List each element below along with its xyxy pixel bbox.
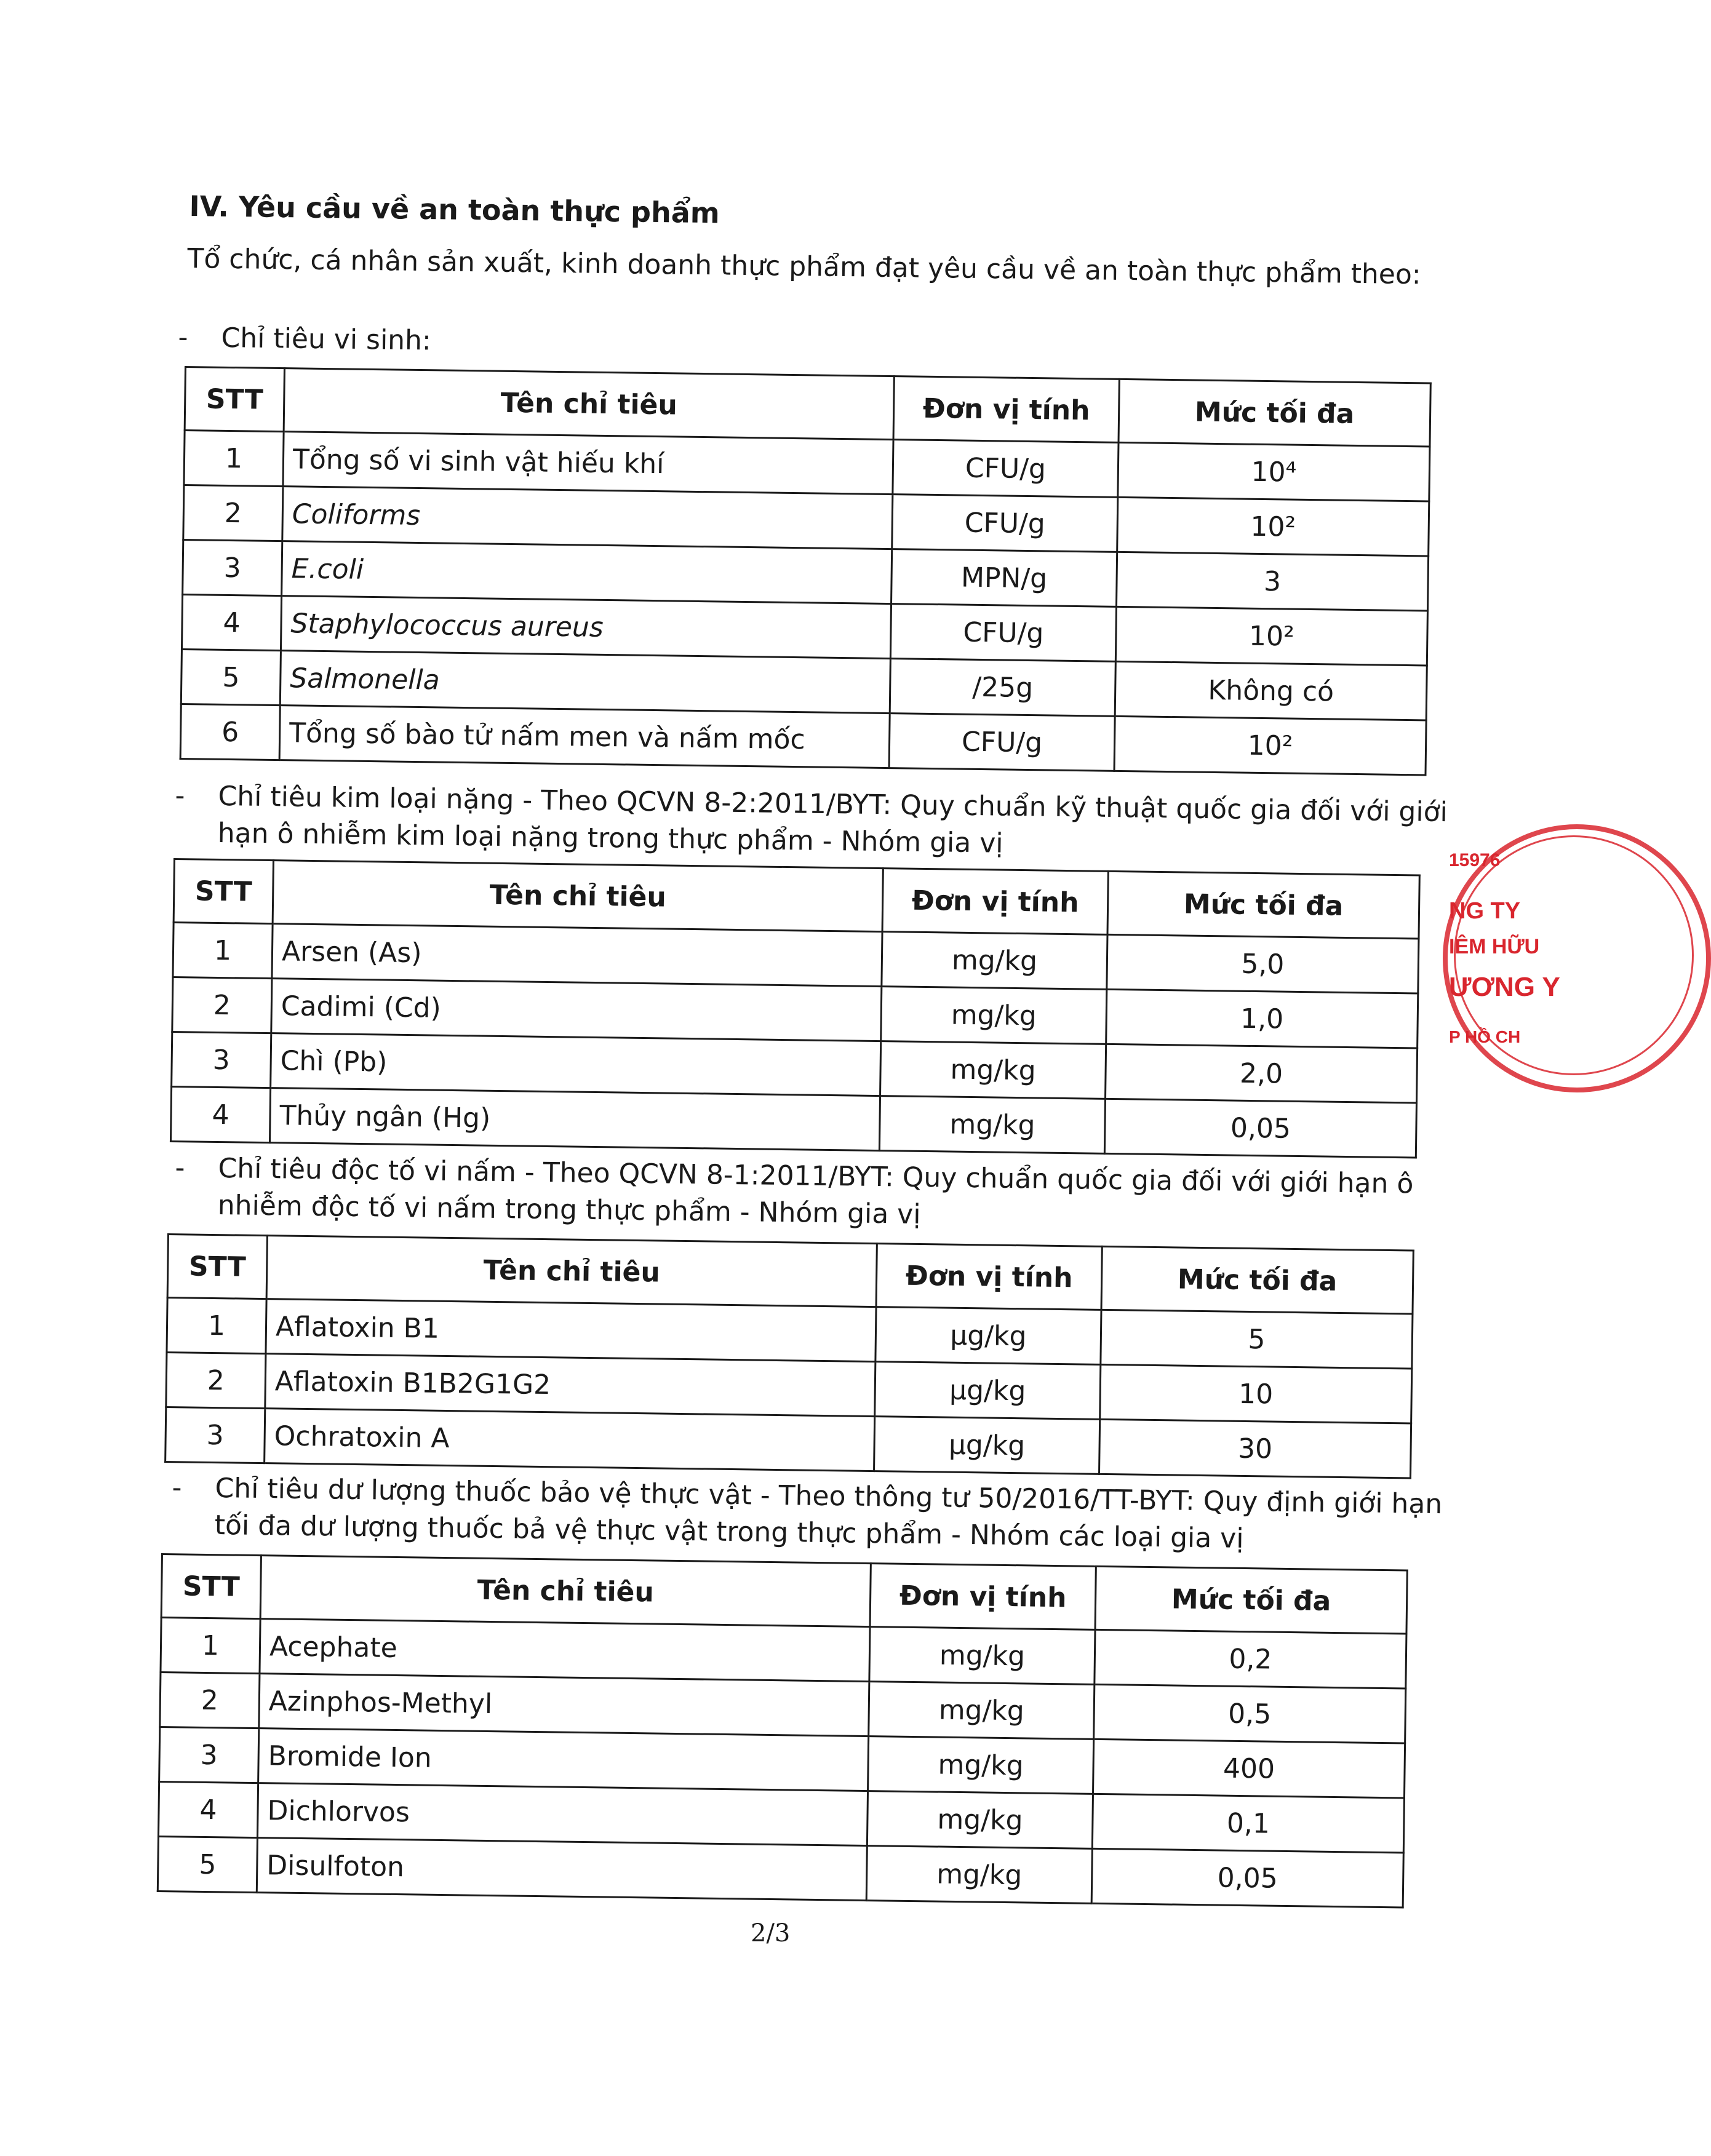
table-mycotoxins [164, 1233, 1414, 1479]
table-row: 1 Aflatoxin B1 µg/kg 5 [167, 1298, 1413, 1369]
table-row: 2 Coliforms CFU/g 10² [183, 485, 1429, 556]
bullet-microbiological: - Chỉ tiêu vi sinh: [178, 322, 432, 357]
section-heading: IV. Yêu cầu về an toàn thực phẩm [189, 189, 720, 230]
table-row: 1 Acephate mg/kg 0,2 [161, 1618, 1406, 1689]
header-name: Tên chỉ tiêu [284, 368, 894, 440]
header-unit: Đơn vị tính [893, 376, 1119, 443]
page-number: 2/3 [751, 1919, 791, 1947]
table-microbiological [180, 366, 1432, 776]
header-stt: STT [167, 1235, 267, 1299]
table-row: 2 Azinphos-Methyl mg/kg 0,5 [160, 1673, 1406, 1743]
table-row: 4 Dichlorvos mg/kg 0,1 [158, 1781, 1404, 1852]
table-row: 3 E.coli MPN/g 3 [183, 539, 1429, 610]
table-row: 1 Tổng số vi sinh vật hiếu khí CFU/g 10⁴ [184, 431, 1430, 501]
table-row: 5 Salmonella /25g Không có [181, 649, 1427, 720]
table-row: 4 Thủy ngân (Hg) mg/kg 0,05 [170, 1086, 1416, 1157]
header-unit: Đơn vị tính [870, 1564, 1096, 1630]
header-max: Mức tối đa [1107, 871, 1419, 939]
header-name: Tên chỉ tiêu [260, 1556, 871, 1627]
header-stt: STT [161, 1554, 261, 1619]
table-row: 3 Ochratoxin A µg/kg 30 [166, 1407, 1411, 1478]
table-row: 1 Arsen (As) mg/kg 5,0 [173, 923, 1419, 993]
table-row: 5 Disulfoton mg/kg 0,05 [158, 1836, 1403, 1907]
intro-paragraph: Tổ chức, cá nhân sản xuất, kinh doanh thực phẩm đạt yêu cầu về an toàn thực phẩm theo: [187, 242, 1422, 291]
table-row: 2 Aflatoxin B1B2G1G2 µg/kg 10 [166, 1353, 1412, 1423]
table-pesticides [157, 1553, 1408, 1908]
bullet-mycotoxins: - Chỉ tiêu độc tố vi nấm - Theo QCVN 8-1:2011/BYT: Quy chuẩn quốc gia đối với giới hạn ô nhiễm độc tố vi nấm trong thực phẩm - Nhóm gia vị [175, 1152, 1414, 1230]
header-max: Mức tối đa [1095, 1566, 1407, 1634]
company-stamp: 15976 NG TY IÊM HỮU ƯƠNG Y P HỒ CH [1443, 824, 1529, 1095]
header-unit: Đơn vị tính [882, 869, 1108, 935]
header-name: Tên chỉ tiêu [266, 1236, 877, 1307]
table-heavy-metals [170, 858, 1421, 1158]
table-row: 3 Chì (Pb) mg/kg 2,0 [172, 1032, 1418, 1102]
bullet-heavy-metals: - Chỉ tiêu kim loại nặng - Theo QCVN 8-2:2011/BYT: Quy chuẩn kỹ thuật quốc gia đối với giới hạn ô nhiễm kim loại nặng trong thực phẩm - Nhóm gia vị [175, 780, 1448, 859]
header-name: Tên chỉ tiêu [273, 861, 883, 932]
table-row: 2 Cadimi (Cd) mg/kg 1,0 [172, 977, 1418, 1048]
table-row: 3 Bromide Ion mg/kg 400 [159, 1727, 1405, 1797]
header-unit: Đơn vị tính [876, 1244, 1102, 1310]
header-max: Mức tối đa [1101, 1246, 1413, 1314]
bullet-pesticides: - Chỉ tiêu dư lượng thuốc bảo vệ thực vật - Theo thông tư 50/2016/TT-BYT: Quy định giới hạn tối đa dư lượng thuốc bả vệ thực vật trong thực phẩm - Nhóm các loại gia vị [172, 1472, 1443, 1554]
table-row: 4 Staphylococcus aureus CFU/g 10² [181, 594, 1427, 665]
header-max: Mức tối đa [1119, 379, 1430, 447]
header-stt: STT [185, 367, 284, 432]
table-row: 6 Tổng số bào tử nấm men và nấm mốc CFU/g 10² [180, 704, 1426, 774]
header-stt: STT [173, 859, 273, 924]
